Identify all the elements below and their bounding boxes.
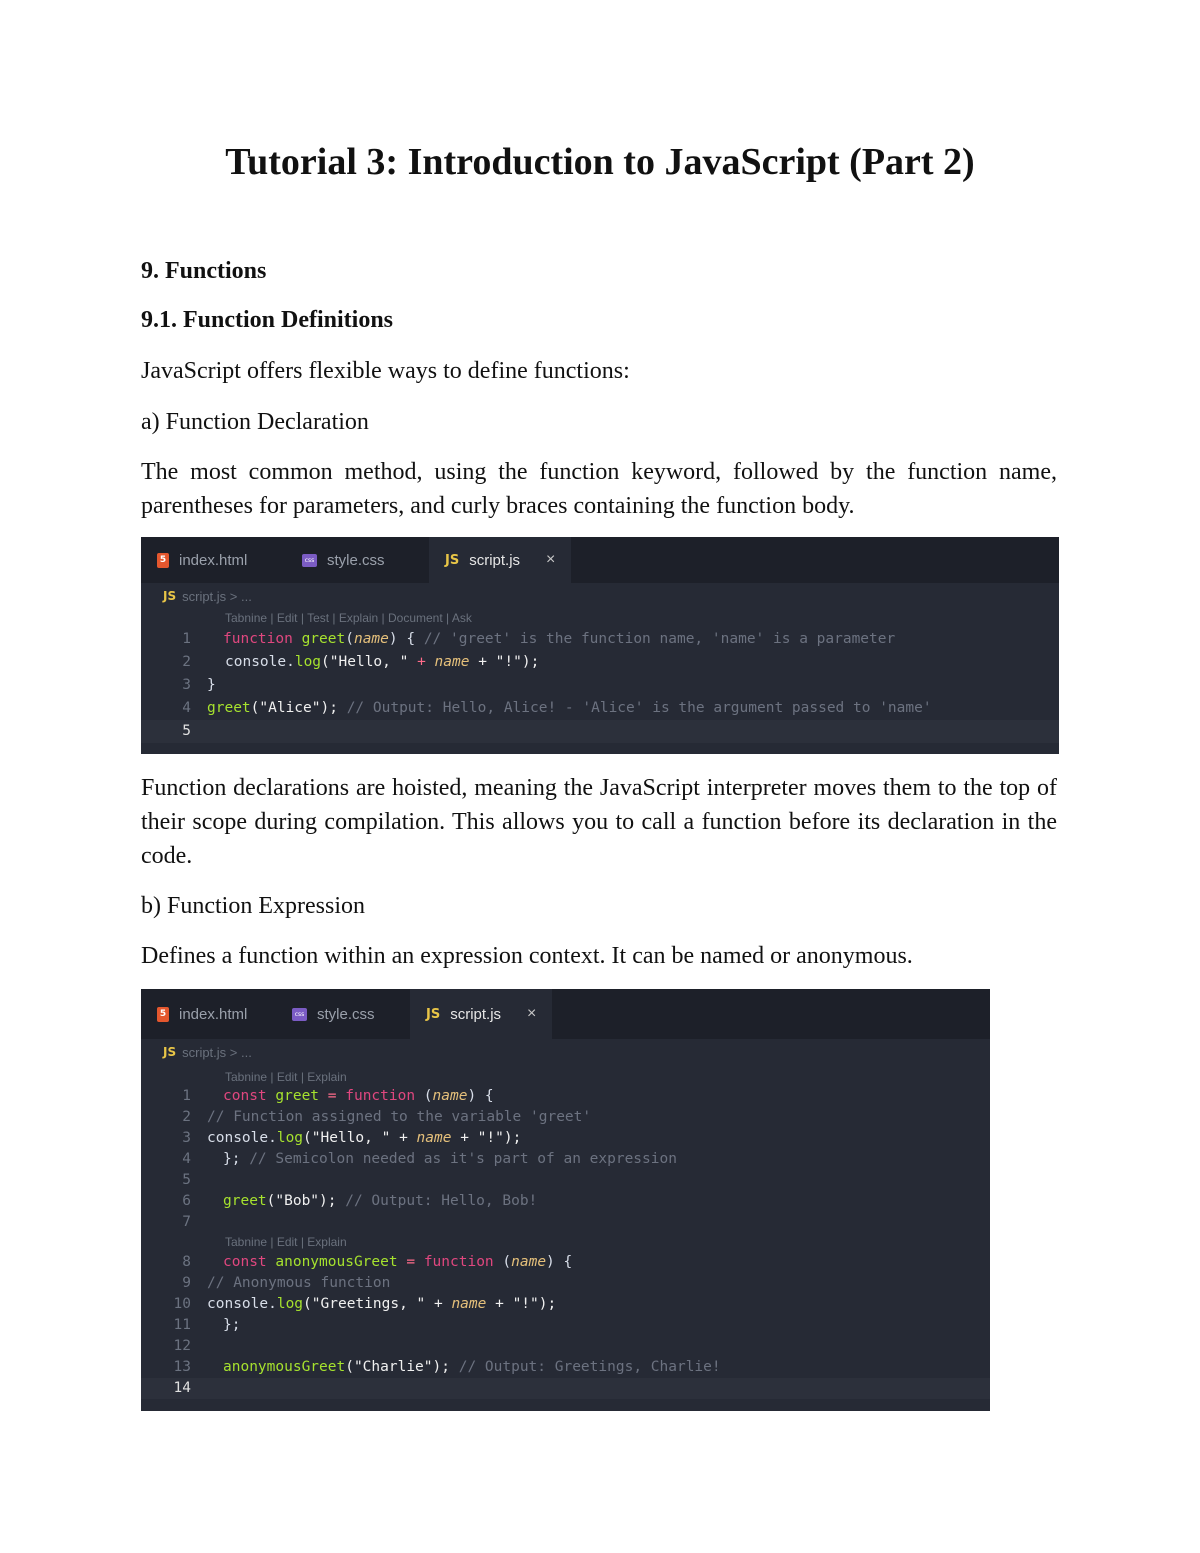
html5-icon: 5	[157, 1007, 169, 1022]
tab-label: index.html	[179, 1005, 248, 1023]
code-line: 4 greet("Alice"); // Output: Hello, Alice! - 'Alice' is the argument passed to 'name'	[141, 697, 1059, 720]
code-line	[141, 1212, 990, 1233]
tab-style-css[interactable]	[276, 989, 410, 1039]
line-number: 8	[182, 1254, 191, 1270]
hoisting-paragraph: Function declarations are hoisted, meaning the JavaScript interpreter moves them to the top of their scope during compilation. This allows you to call a function before its declaration in the code.	[141, 775, 1057, 869]
breadcrumb-path[interactable]: script.js > ...	[182, 588, 252, 604]
js-icon: JS	[163, 1045, 177, 1059]
tab-label: index.html	[179, 551, 248, 569]
tab-script-js[interactable]	[429, 537, 571, 583]
code-line: 9 // Anonymous function	[141, 1273, 990, 1294]
css-icon: css	[292, 1008, 307, 1021]
section-heading: 9. Functions	[141, 258, 267, 284]
code-line	[141, 1170, 990, 1191]
code-line: 3 console.log("Hello, " + name + "!");	[141, 1128, 990, 1149]
line-number: 2	[182, 654, 191, 670]
codelens-actions[interactable]: Tabnine | Edit | Explain	[225, 1070, 347, 1084]
js-icon: JS	[163, 589, 177, 603]
line-number: 1	[182, 1088, 191, 1104]
line-number: 14	[173, 1380, 191, 1396]
code-line: 2 // Function assigned to the variable 'greet'	[141, 1107, 990, 1128]
line-number: 5	[182, 723, 191, 739]
code-line: 13 anonymousGreet("Charlie"); // Output: Greetings, Charlie!	[141, 1357, 990, 1378]
line-number: 1	[182, 631, 191, 647]
js-icon: JS	[426, 1006, 441, 1022]
code-line: 11 };	[141, 1315, 990, 1336]
code-line: 1 const greet = function (name) {	[141, 1086, 990, 1107]
close-icon[interactable]: ×	[527, 1005, 537, 1022]
tab-style-css[interactable]	[286, 537, 429, 583]
tab-label: style.css	[327, 551, 385, 569]
tab-label: script.js	[469, 551, 521, 569]
line-number: 9	[182, 1275, 191, 1291]
code-line: 1 function greet(name) { // 'greet' is the function name, 'name' is a parameter	[141, 628, 1059, 651]
line-number: 5	[182, 1172, 191, 1188]
editor-tabbar	[141, 537, 1059, 583]
css-icon: css	[302, 554, 317, 567]
line-number: 4	[182, 1151, 191, 1167]
tab-index-html[interactable]	[141, 989, 276, 1039]
tab-index-html[interactable]	[141, 537, 286, 583]
intro-paragraph: JavaScript offers flexible ways to define functions:	[141, 358, 630, 384]
code-line	[141, 1336, 990, 1357]
js-icon: JS	[445, 552, 460, 568]
expression-paragraph: Defines a function within an expression context. It can be named or anonymous.	[141, 943, 913, 969]
declaration-paragraph: The most common method, using the function keyword, followed by the function name, parentheses for parameters, and curly braces containing the function body.	[141, 459, 1057, 519]
line-number: 6	[182, 1193, 191, 1209]
line-number: 7	[182, 1214, 191, 1230]
page-title: Tutorial 3: Introduction to JavaScript (Part 2)	[225, 141, 975, 183]
tab-label: script.js	[450, 1005, 502, 1023]
code-line: 6 greet("Bob"); // Output: Hello, Bob!	[141, 1191, 990, 1212]
code-line-current[interactable]	[141, 720, 1059, 743]
codelens-actions[interactable]: Tabnine | Edit | Test | Explain | Document | Ask	[225, 611, 472, 625]
line-number: 10	[173, 1296, 191, 1312]
breadcrumb	[141, 583, 1059, 609]
editor-tabbar	[141, 989, 990, 1039]
code-line: 4 }; // Semicolon needed as it's part of an expression	[141, 1149, 990, 1170]
subsection-heading: 9.1. Function Definitions	[141, 307, 394, 333]
declaration-heading: a) Function Declaration	[141, 409, 369, 435]
line-number: 11	[173, 1317, 191, 1333]
code-line-current[interactable]	[141, 1378, 990, 1399]
tab-label: style.css	[317, 1005, 375, 1023]
expression-heading: b) Function Expression	[141, 893, 365, 919]
breadcrumb-path[interactable]: script.js > ...	[182, 1044, 252, 1060]
code-screenshot-expression	[141, 989, 990, 1411]
line-number: 4	[182, 700, 191, 716]
code-line: 3 }	[141, 674, 1059, 697]
line-number: 13	[173, 1359, 191, 1375]
breadcrumb	[141, 1039, 990, 1065]
codelens-actions[interactable]: Tabnine | Edit | Explain	[225, 1235, 347, 1249]
line-number: 3	[182, 677, 191, 693]
code-screenshot-declaration	[141, 537, 1059, 754]
code-line: 10 console.log("Greetings, " + name + "!");	[141, 1294, 990, 1315]
html5-icon: 5	[157, 553, 169, 568]
close-icon[interactable]: ×	[546, 551, 556, 568]
tab-script-js[interactable]	[410, 989, 552, 1039]
code-line: 8 const anonymousGreet = function (name) {	[141, 1252, 990, 1273]
line-number: 12	[173, 1338, 191, 1354]
line-number: 3	[182, 1130, 191, 1146]
code-line: 2 console.log("Hello, " + name + "!");	[141, 651, 1059, 674]
line-number: 2	[182, 1109, 191, 1125]
